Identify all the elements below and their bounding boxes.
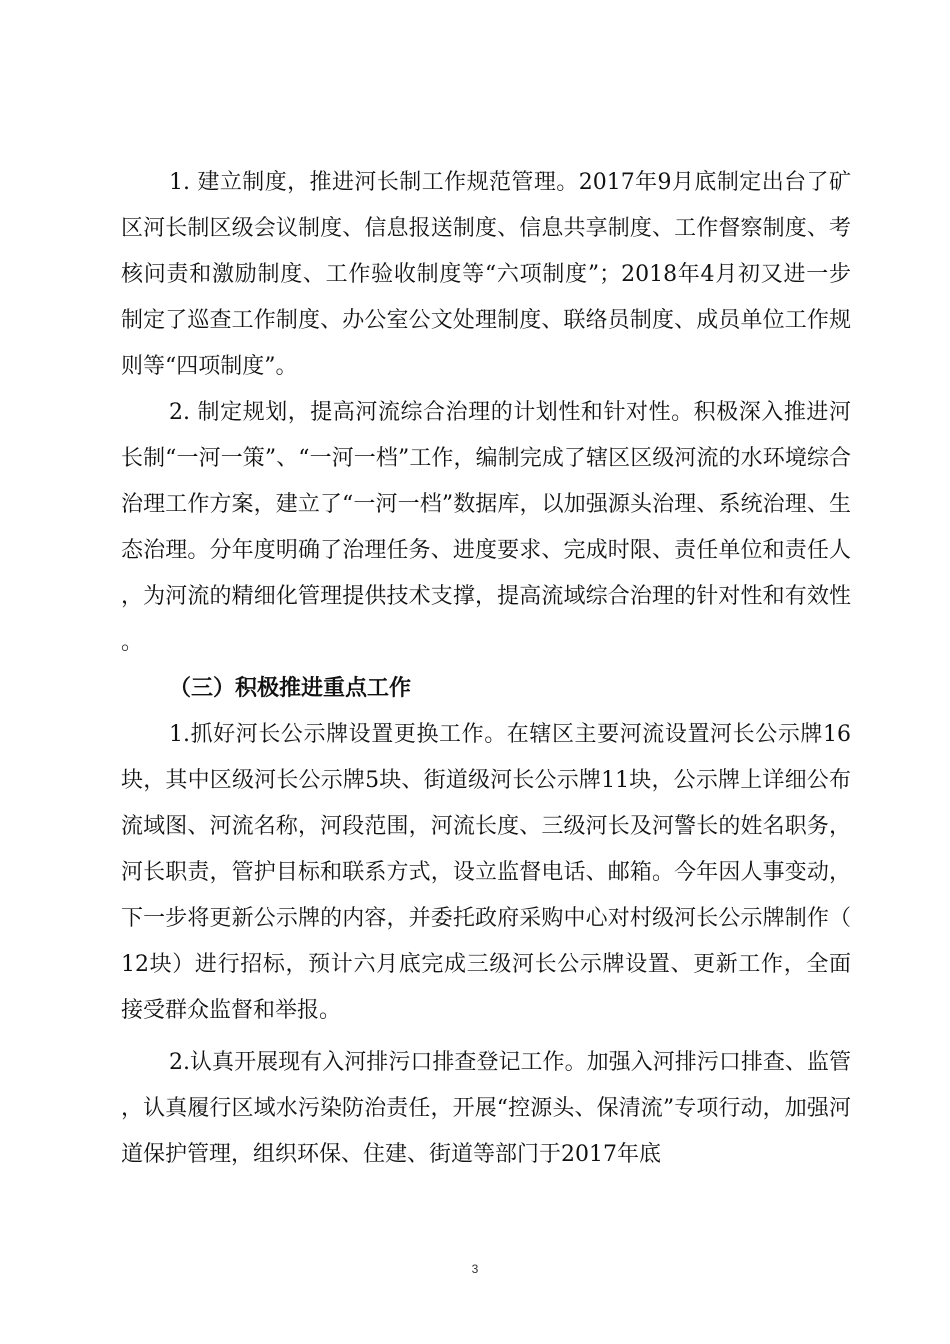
- paragraph-make-plan: 2. 制定规划，提高河流综合治理的计划性和针对性。积极深入推进河长制“一河一策”、“一河一档”工作，编制完成了辖区区级河流的水环境综合治理工作方案，建立了“一河一档”数据库，以加强源头治理、系统治理、生态治理。分年度明确了治理任务、进度要求、完成时限、责任单位和责任人，为河流的精细化管理提供技术支撑，提高流域综合治理的针对性和有效性。: [121, 400, 851, 655]
- section-heading: （三）积极推进重点工作: [169, 676, 412, 701]
- paragraph-sewage-outlet-survey: 2.认真开展现有入河排污口排查登记工作。加强入河排污口排查、监管，认真履行区域水污染防治责任，开展“控源头、保清流”专项行动，加强河道保护管理，组织环保、住建、街道等部门于2017年底: [121, 1050, 851, 1167]
- page-number: 3: [471, 1262, 479, 1276]
- paragraph-establish-system: 1. 建立制度，推进河长制工作规范管理。2017年9月底制定出台了矿区河长制区级会议制度、信息报送制度、信息共享制度、工作督察制度、考核问责和激励制度、工作验收制度等“六项制度”；2018年4月初又进一步制定了巡查工作制度、办公室公文处理制度、联络员制度、成员单位工作规则等“四项制度”。: [121, 170, 851, 379]
- document-body: [121, 160, 851, 1178]
- paragraph-signboard-work: 1.抓好河长公示牌设置更换工作。在辖区主要河流设置河长公示牌16块，其中区级河长公示牌5块、街道级河长公示牌11块，公示牌上详细公布流域图、河流名称，河段范围，河流长度、三级河长及河警长的姓名职务，河长职责，管护目标和联系方式，设立监督电话、邮箱。今年因人事变动，下一步将更新公示牌的内容，并委托政府采购中心对村级河长公示牌制作（12块）进行招标，预计六月底完成三级河长公示牌设置、更新工作，全面接受群众监督和举报。: [121, 722, 851, 1023]
